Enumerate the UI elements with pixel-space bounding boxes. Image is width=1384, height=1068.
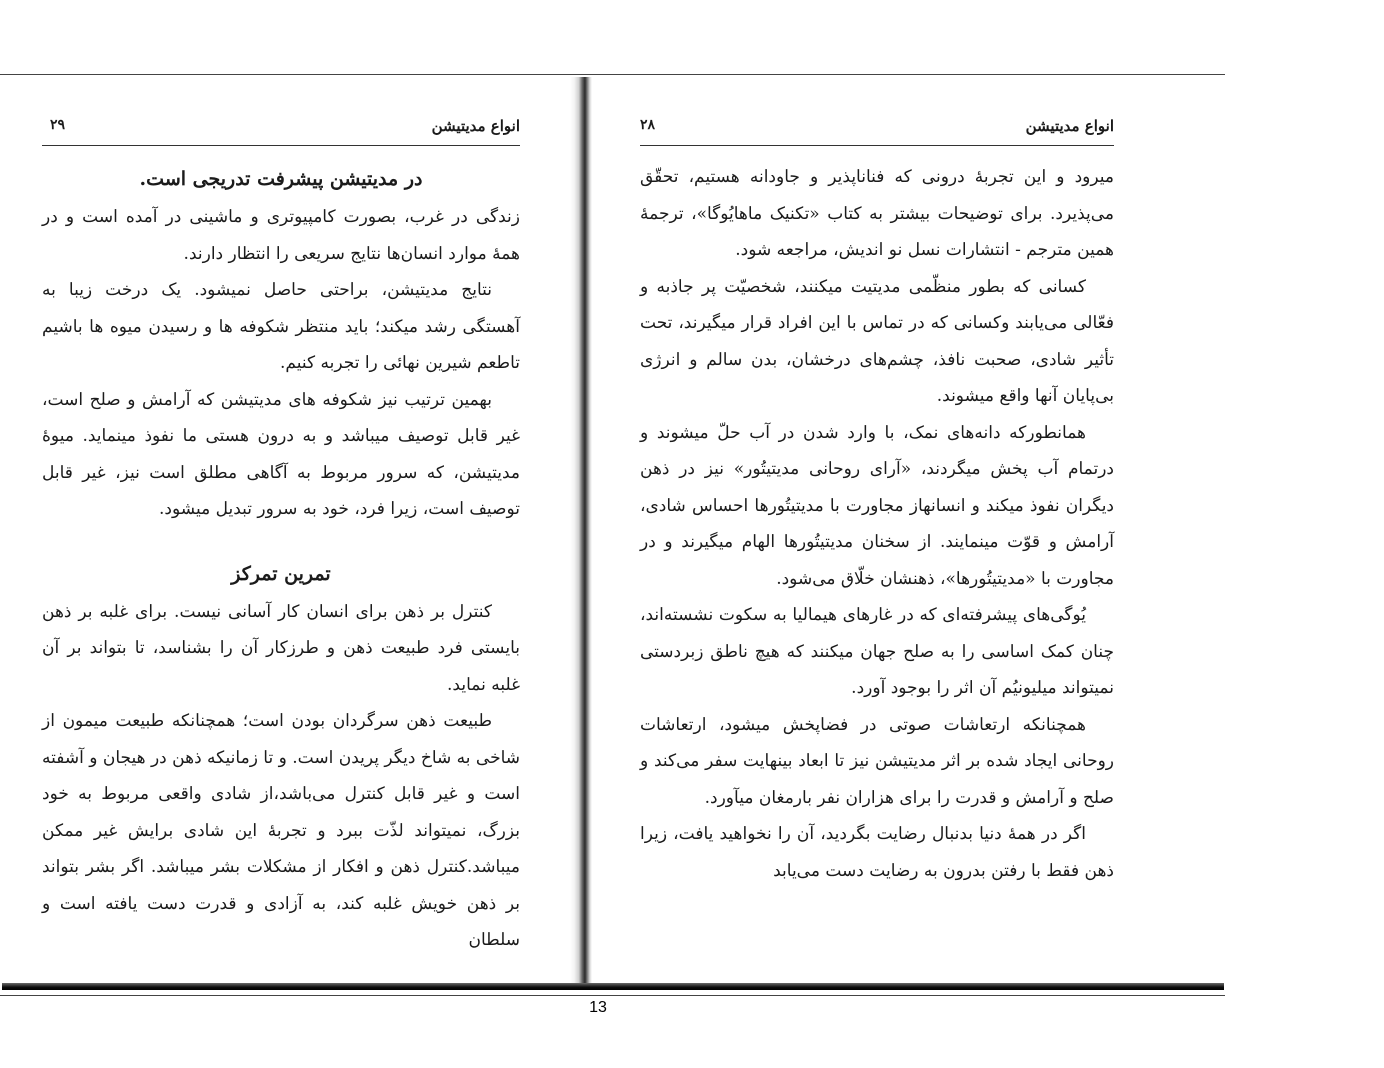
paragraph: اگر در همهٔ دنیا بدنبال رضایت بگردید، آن را نخواهید یافت، زیرا ذهن فقط با رفتن بدرون به رضایت دست می‌یابد: [640, 824, 1114, 881]
page-number-right: ۲۸: [640, 117, 656, 133]
book-page-left: [42, 77, 520, 977]
section-heading-gradual-progress: در مدیتیشن پیشرفت تدریجی است.: [139, 168, 423, 190]
book-page-right: [640, 77, 1114, 977]
running-title-right: انواع مدیتیشن: [1025, 117, 1114, 135]
paragraph: همچنانکه ارتعاشات صوتی در فضاپخش میشود، ارتعاشات روحانی ایجاد شده بر اثر مدیتیشن نیز تا ابعاد بینهایت سفر می‌کند و صلح و آرامش و قدرت را برای هزاران نفر بارمغان میآورد.: [640, 714, 1114, 808]
page-header-left: [42, 115, 520, 146]
paragraph: زندگی در غرب، بصورت کامپیوتری و ماشینی در آمده است و در همهٔ موارد انسان‌ها نتایج سریعی را انتظار دارند.: [42, 207, 520, 264]
paragraph: یُوگی‌های پیشرفته‌ای که در غارهای هیمالیا به سکوت نشسته‌اند، چنان کمک اساسی را به صلح جهان میکنند که هیچ ناطق زبردستی نمیتواند میلیونیُم آن اثر را بوجود آورد.: [640, 605, 1114, 698]
page-number-left: ۲۹: [50, 117, 66, 133]
running-title-left: انواع مدیتیشن: [431, 117, 520, 135]
page-body-left: [42, 159, 520, 959]
page-header-right: [640, 115, 1114, 146]
top-divider-line: [0, 74, 1225, 75]
paragraph: کنترل بر ذهن برای انسان کار آسانی نیست. برای غلبه بر ذهن بایستی فرد طبیعت ذهن و طرزکار آن را بشناسد، تا بتواند بر آن غلبه نماید.: [42, 601, 520, 695]
document-page-number: 13: [589, 999, 607, 1016]
book-spine-shadow: [570, 77, 592, 990]
page-body-right: [640, 159, 1114, 889]
paragraph: طبیعت ذهن سرگردان بودن است؛ همچنانکه طبیعت میمون از شاخی به شاخ دیگر پریدن است. و تا زمانیکه ذهن در هیجان و آشفته است و غیر قابل کنترل می‌باشد،از شادی واقعی مربوط به خود بزرگ، نمیتواند لذّت ببرد و تجربهٔ این شادی برایش غیر ممکن میباشد.کنترل ذهن و افکار از مشکلات بشر میباشد. اگر بشر بتواند بر ذهن خویش غلبه کند، به آزادی و قدرت دست یافته است و سلطان: [42, 711, 520, 950]
bottom-divider-line: [0, 995, 1225, 996]
scanned-book-spread: [2, 77, 1224, 990]
paragraph: کسانی که بطور منظّمی مدیتیت میکنند، شخصیّت پر جاذبه و فعّالی می‌یابند وکسانی که در تماس با این افراد قرار میگیرند، تحت تأثیر شادی، صحبت نافذ، چشم‌های درخشان، بدن سالم و انرژی بی‌پایان آنها واقع میشوند.: [640, 276, 1114, 406]
paragraph: میرود و این تجربهٔ درونی که فناناپذیر و جاودانه هستیم، تحقّق می‌پذیرد. برای توضیحات بیشتر به کتاب «تکنیک ماهایُوگا»، ترجمهٔ همین مترجم - انتشارات نسل نو اندیش، مراجعه شود.: [640, 167, 1114, 260]
paragraph: بهمین ترتیب نیز شکوفه های مدیتیشن که آرامش و صلح است، غیر قابل توصیف میباشد و به درون هستی ما نفوذ مینماید. میوهٔ مدیتیشن، که سرور مربوط به آگاهی مطلق است نیز، غیر قابل توصیف است، زیرا فرد، خود به سرور تبدیل میشود.: [42, 389, 520, 519]
paragraph: نتایج مدیتیشن، براحتی حاصل نمیشود. یک درخت زیبا به آهستگی رشد میکند؛ باید منتظر شکوفه ها و رسیدن میوه ها باشیم تاطعم شیرین نهائی را تجربه کنیم.: [42, 280, 520, 373]
paragraph: همانطورکه دانه‌های نمک، با وارد شدن در آب حلّ میشوند و درتمام آب پخش میگردند، «آرای روحانی مدیتیتُور» نیز در ذهن دیگران نفوذ میکند و انسانهاز مجاورت با مدیتیتُورها احساس شادی، آرامش و قوّت مینمایند. از سخنان مدیتیتُورها الهام میگیرند و در مجاورت با «مدیتیتُورها»، ذهنشان خلّاق می‌شود.: [640, 422, 1114, 589]
section-heading-concentration: تمرین تمرکز: [231, 562, 331, 585]
scan-bottom-edge: [2, 983, 1224, 990]
